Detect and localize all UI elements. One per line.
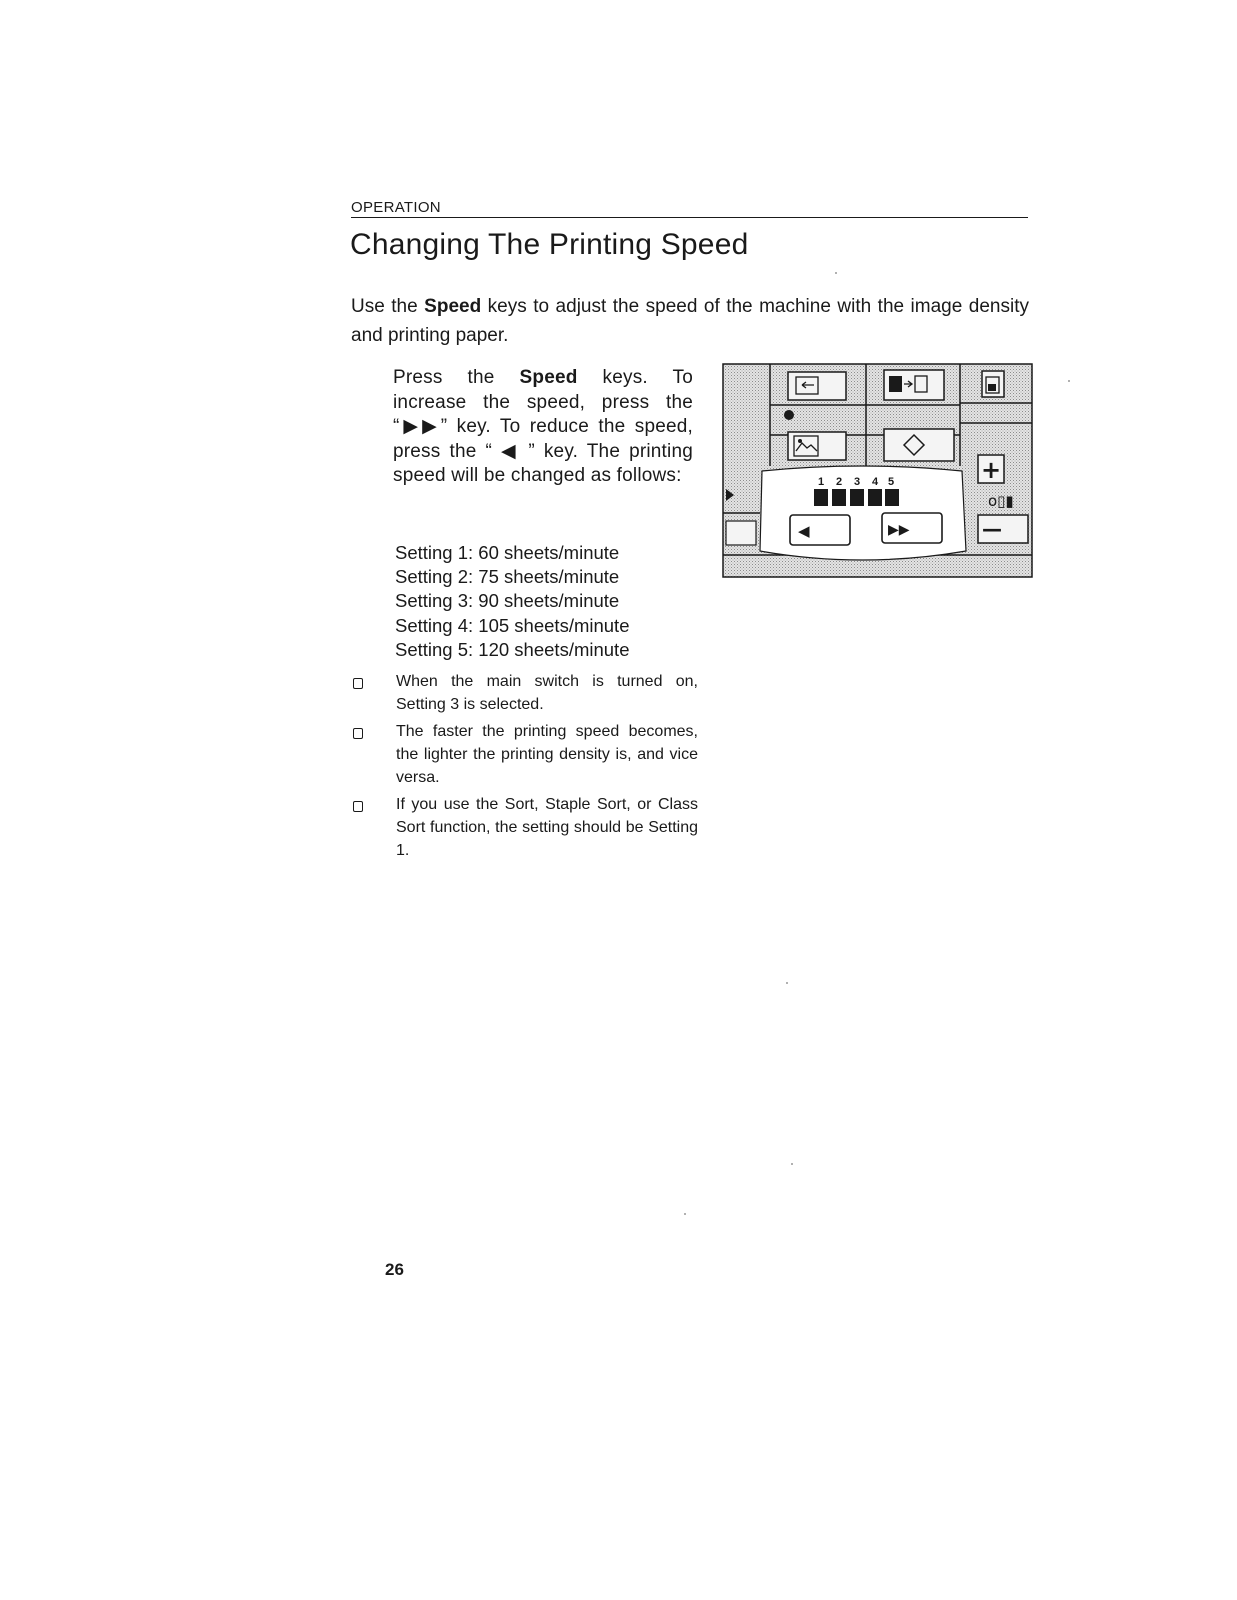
density-plus-label: + [981, 456, 1002, 484]
density-icon: o▯▮ [988, 492, 1014, 510]
side-key [726, 521, 756, 545]
speed-block-5 [885, 489, 899, 506]
note-item [353, 670, 698, 716]
speed-setting-5: Setting 5: 120 sheets/minute [395, 638, 630, 660]
note-bullet-icon [353, 728, 363, 739]
note-bullet-icon [353, 801, 363, 812]
note-bullet-icon [353, 678, 363, 689]
page-title: Changing The Printing Speed [350, 228, 749, 261]
density-minus-label: — [982, 517, 1002, 541]
scan-speck [791, 1163, 793, 1165]
step-bold-speed: Speed [519, 367, 578, 388]
speed-block-1 [814, 489, 828, 506]
speed-block-2 [832, 489, 846, 506]
speed-slow-key-label: ◀ [798, 522, 810, 540]
intro-bold-speed: Speed [424, 296, 482, 317]
scan-speck [1068, 380, 1070, 382]
speed-block-3 [850, 489, 864, 506]
indicator-light [784, 410, 794, 420]
intro-paragraph [351, 292, 1029, 350]
speed-setting-1: Setting 1: 60 sheets/minute [395, 542, 620, 563]
speed-number-4: 4 [872, 476, 879, 488]
control-panel-illustration [722, 363, 1033, 578]
intro-text-before: Use the [351, 296, 425, 317]
speed-setting-4: Setting 4: 105 sheets/minute [395, 614, 630, 636]
speed-settings-list [395, 541, 629, 662]
speed-number-5: 5 [888, 476, 895, 488]
note-text: When the main switch is turned on, Setting 3 is selected. [396, 673, 698, 713]
speed-fast-key-label: ▶▶ [888, 522, 910, 538]
start-key [884, 429, 954, 461]
speed-number-2: 2 [836, 476, 843, 488]
scan-speck [684, 1213, 686, 1215]
intro-text-after: keys to adjust the speed of the machine with the image density and printing paper. [351, 296, 1029, 346]
section-header: OPERATION [351, 199, 1028, 218]
step-text-after: keys. To increase the speed, press the “▶▶” key. To reduce the speed, press the “ ◀ ” key. The printing speed will be changed as follows: [393, 367, 693, 486]
speed-indicator-blocks [814, 489, 899, 506]
note-item [353, 720, 698, 789]
page-number: 26 [385, 1260, 404, 1279]
scan-speck [835, 272, 837, 274]
step-text-before: Press the [393, 367, 520, 388]
step-paragraph [393, 366, 693, 489]
note-text: If you use the Sort, Staple Sort, or Class Sort function, the setting should be Setting 1. [396, 796, 698, 859]
interrupt-key [788, 372, 846, 400]
speed-setting-3: Setting 3: 90 sheets/minute [395, 590, 620, 612]
note-item [353, 793, 698, 862]
speed-block-4 [868, 489, 882, 506]
speed-number-3: 3 [854, 476, 861, 488]
speed-setting-2: Setting 2: 75 sheets/minute [395, 566, 620, 588]
notes-list [353, 670, 698, 866]
scan-speck [786, 982, 788, 984]
speed-number-1: 1 [818, 476, 825, 488]
note-text: The faster the printing speed becomes, the lighter the printing density is, and vice versa. [396, 723, 698, 786]
